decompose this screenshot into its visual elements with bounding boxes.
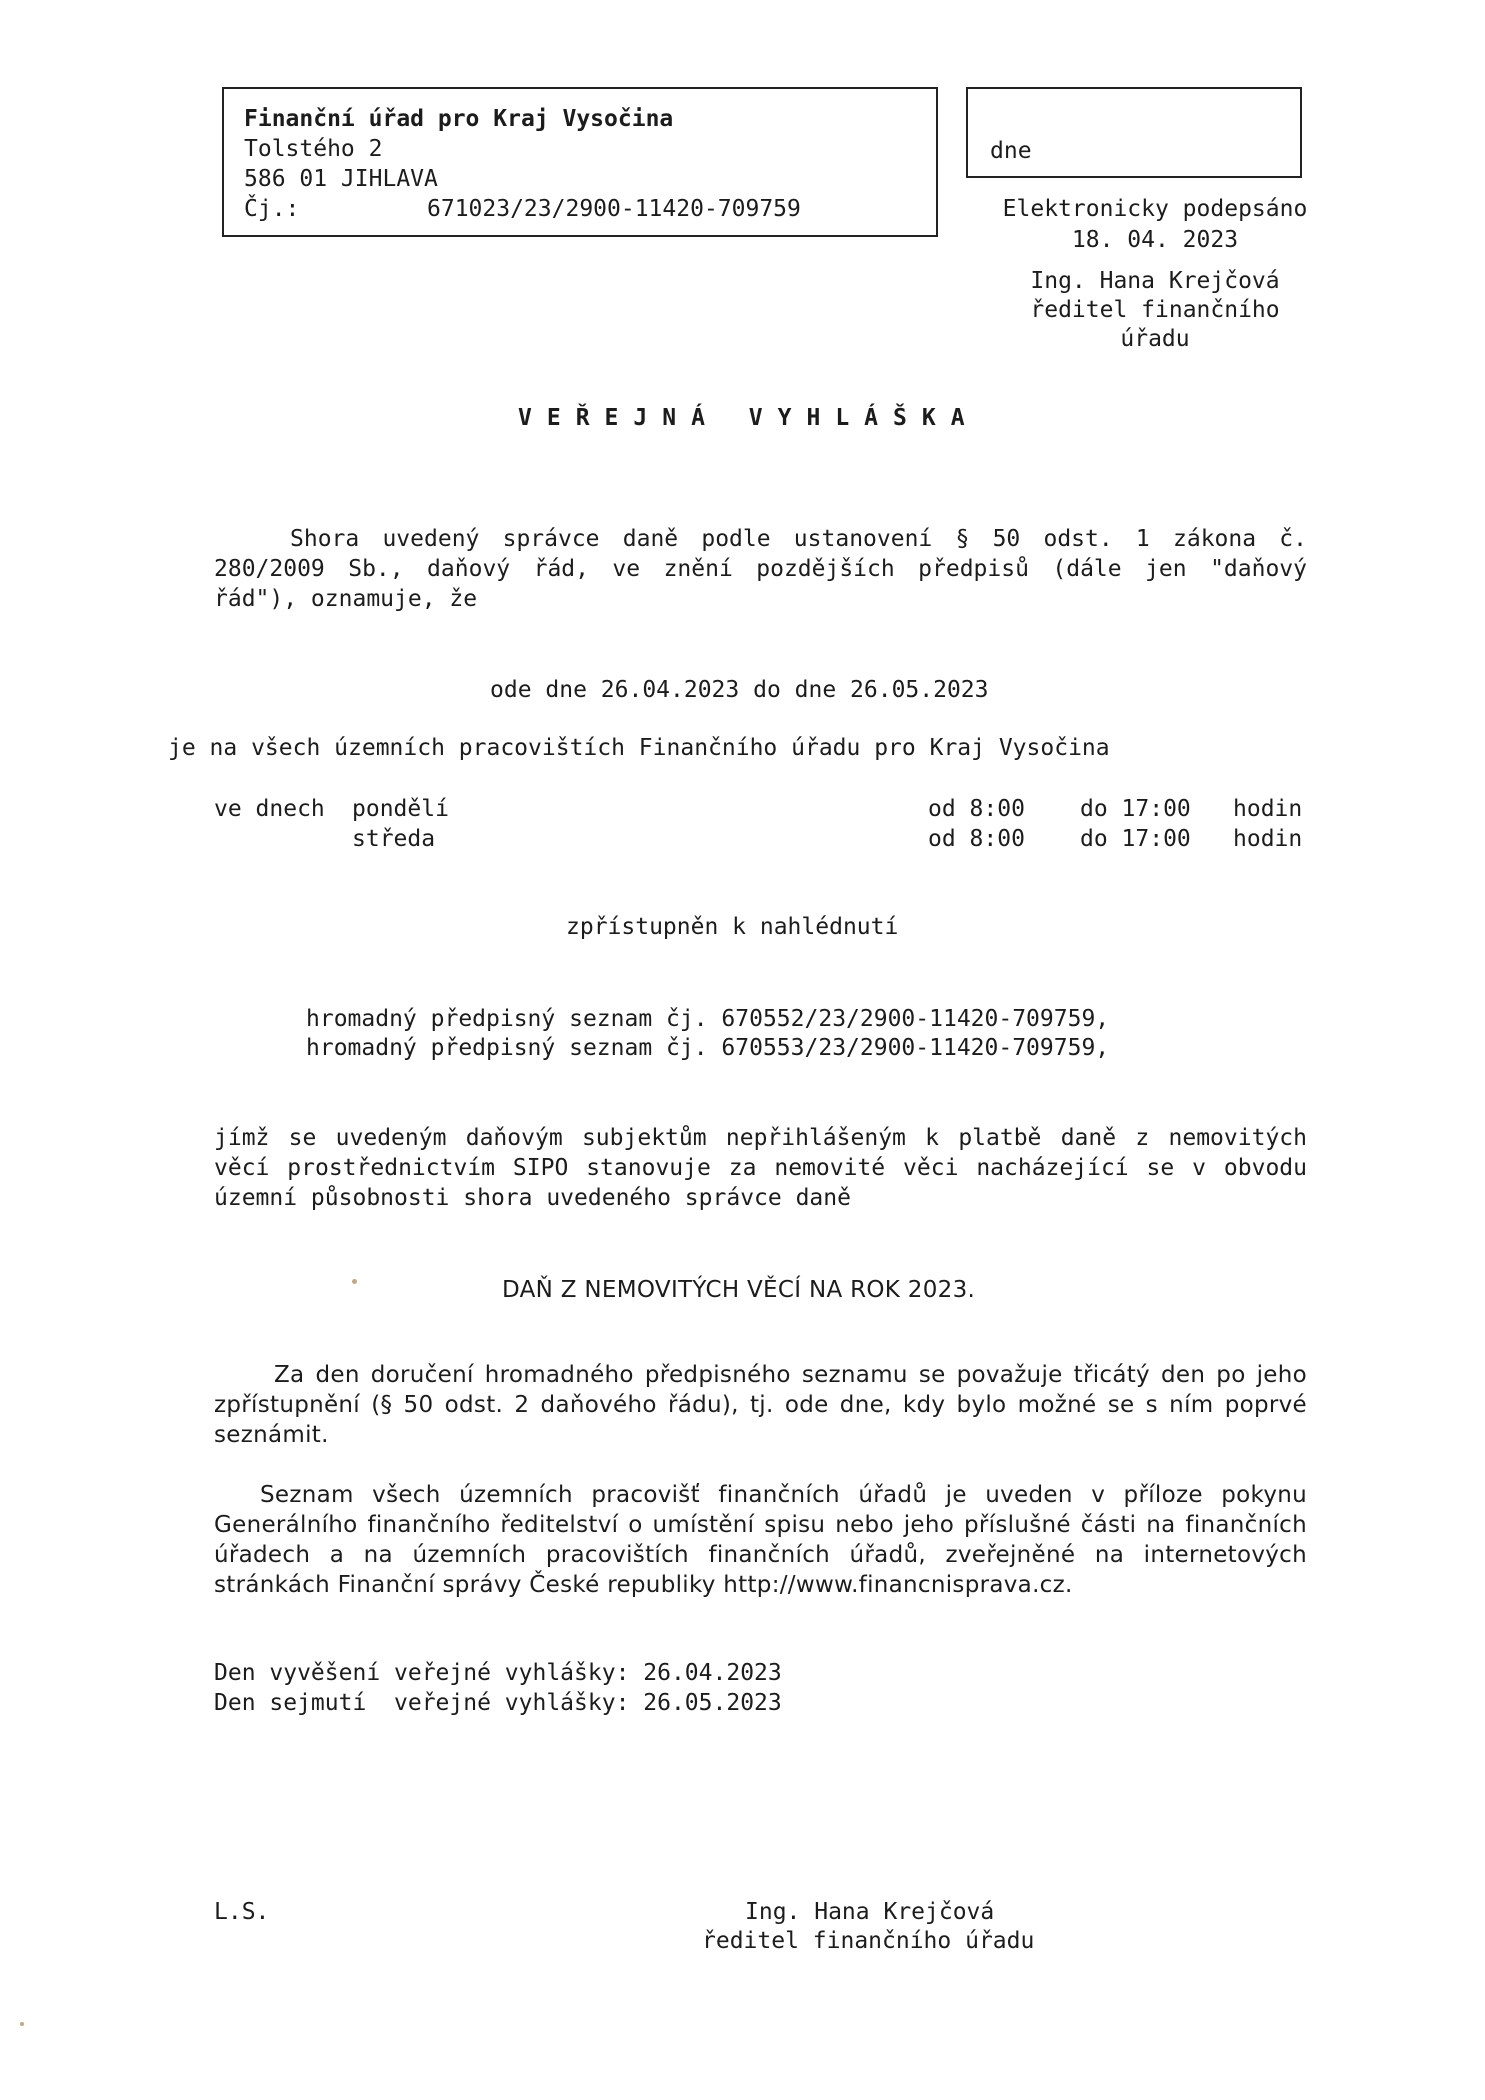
schedule-to: do 17:00 <box>1080 826 1191 852</box>
seal-placeholder: L.S. <box>214 1899 270 1925</box>
schedule-from: od 8:00 <box>928 796 1025 822</box>
signatory-name: Ing. Hana Krejčová <box>745 1899 995 1925</box>
e-signature-line: Elektronicky podepsáno <box>1002 196 1308 222</box>
assessment-list-ref: hromadný předpisný seznam čj. 670552/23/2900-11420-709759, <box>306 1006 1110 1032</box>
intro-paragraph: Shora uvedený správce daně podle ustanovení § 50 odst. 1 zákona č. 280/2009 Sb., daňový řád, ve znění pozdějších předpisů (dále jen "daňový řád"), oznamuje, že <box>214 526 1307 612</box>
scan-speck <box>352 1279 357 1284</box>
subjects-paragraph: jímž se uvedeným daňovým subjektům nepřihlášeným k platbě daně z nemovitých věcí prostřednictvím SIPO stanovuje za nemovité věci nacházející se v obvodu územní působnosti shora uvedeného správce daně <box>214 1125 1307 1211</box>
availability-location: je na všech územních pracovištích Finančního úřadu pro Kraj Vysočina <box>168 735 1110 761</box>
document-title: VEŘEJNÁ VYHLÁŠKA <box>518 405 980 431</box>
e-signature-title-1: ředitel finančního <box>1030 297 1280 323</box>
made-available-text: zpřístupněn k nahlédnutí <box>566 914 899 940</box>
schedule-unit: hodin <box>1233 826 1303 852</box>
sender-city: 586 01 JIHLAVA <box>244 166 438 192</box>
sender-street: Tolstého 2 <box>244 136 383 162</box>
assessment-list-ref: hromadný předpisný seznam čj. 670553/23/2900-11420-709759, <box>306 1035 1110 1061</box>
schedule-unit: hodin <box>1233 796 1303 822</box>
sender-name: Finanční úřad pro Kraj Vysočina <box>244 106 674 132</box>
offices-paragraph: Seznam všech územních pracovišť finančních úřadů je uveden v příloze pokynu Generálního finančního ředitelství o umístění spisu nebo jeho příslušné části na finančních úřadech a na územních pracovištích finančních úřadů, zveřejněné na internetových stránkách Finanční správy České republiky http://www.financnisprava.cz. <box>214 1482 1307 1598</box>
e-signature-date: 18. 04. 2023 <box>1071 227 1239 253</box>
schedule-from: od 8:00 <box>928 826 1025 852</box>
e-signature-title-2: úřadu <box>1120 326 1190 352</box>
schedule-day: středa <box>352 826 436 852</box>
schedule-to: do 17:00 <box>1080 796 1191 822</box>
signatory-title: ředitel finančního úřadu <box>702 1928 1035 1954</box>
schedule-prefix: ve dnech <box>214 796 325 822</box>
delivery-paragraph: Za den doručení hromadného předpisného seznamu se považuje třicátý den po jeho zpřístupnění (§ 50 odst. 2 daňového řádu), tj. ode dne, kdy bylo možné se s ním poprvé seznámit. <box>214 1362 1307 1448</box>
availability-period: ode dne 26.04.2023 do dne 26.05.2023 <box>490 677 989 703</box>
date-box-label: dne <box>990 138 1032 164</box>
e-signature-name: Ing. Hana Krejčová <box>1030 268 1280 294</box>
schedule-day: pondělí <box>352 796 449 822</box>
reference-number: 671023/23/2900-11420-709759 <box>427 196 801 222</box>
tax-heading: DAŇ Z NEMOVITÝCH VĚCÍ NA ROK 2023. <box>502 1277 976 1303</box>
posting-date: Den vyvěšení veřejné vyhlášky: 26.04.2023 <box>214 1660 782 1686</box>
reference-label: Čj.: <box>244 196 300 222</box>
removal-date: Den sejmutí veřejné vyhlášky: 26.05.2023 <box>214 1690 782 1716</box>
scan-speck <box>20 2022 24 2026</box>
